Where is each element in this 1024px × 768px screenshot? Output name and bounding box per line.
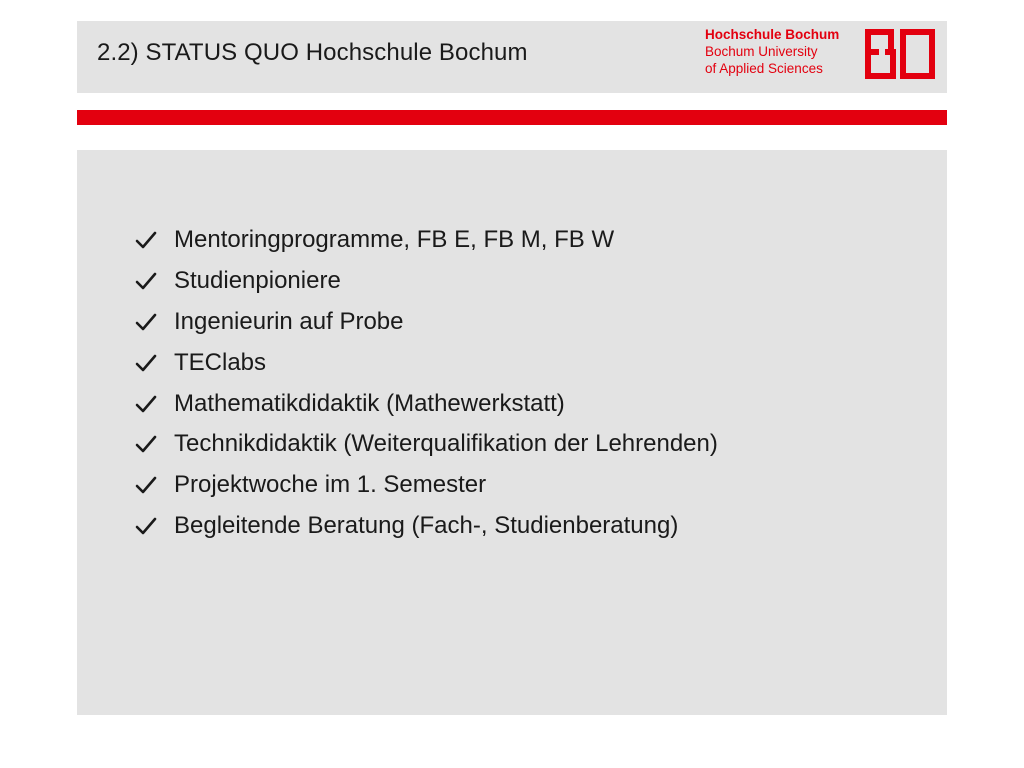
checkmark-icon xyxy=(135,474,157,496)
bullet-text: Mathematikdidaktik (Mathewerkstatt) xyxy=(174,389,565,417)
bullet-item xyxy=(135,506,718,547)
accent-bar xyxy=(77,110,947,125)
bullet-text: Technikdidaktik (Weiterqualifikation der Lehrenden) xyxy=(174,430,718,458)
content-panel xyxy=(77,150,947,715)
slide-title: 2.2) STATUS QUO Hochschule Bochum xyxy=(97,39,528,66)
bullet-item xyxy=(135,220,718,261)
checkmark-icon xyxy=(135,229,157,251)
bullet-text: Mentoringprogramme, FB E, FB M, FB W xyxy=(174,226,615,254)
bullet-item xyxy=(135,465,718,506)
slide-header xyxy=(77,21,947,93)
bullet-item xyxy=(135,383,718,424)
bullet-text: Ingenieurin auf Probe xyxy=(174,307,404,335)
checkmark-icon xyxy=(135,393,157,415)
bullet-item xyxy=(135,342,718,383)
checkmark-icon xyxy=(135,352,157,374)
logo-line-3: of Applied Sciences xyxy=(705,61,823,76)
logo-line-1: Hochschule Bochum xyxy=(705,27,840,42)
checkmark-icon xyxy=(135,433,157,455)
bullet-text: Begleitende Beratung (Fach-, Studienberatung) xyxy=(174,511,679,539)
bullet-text: Projektwoche im 1. Semester xyxy=(174,471,487,499)
checkmark-icon xyxy=(135,515,157,537)
bullet-item xyxy=(135,261,718,302)
bullet-text: TEClabs xyxy=(174,348,267,376)
bo-logo-icon xyxy=(865,29,935,79)
bullet-item xyxy=(135,302,718,343)
logo-line-2: Bochum University xyxy=(705,44,818,59)
checkmark-icon xyxy=(135,311,157,333)
university-logo-text xyxy=(705,26,839,77)
bullet-text: Studienpioniere xyxy=(174,267,341,295)
bullet-item xyxy=(135,424,718,465)
checkmark-icon xyxy=(135,270,157,292)
bullet-list xyxy=(135,220,718,546)
